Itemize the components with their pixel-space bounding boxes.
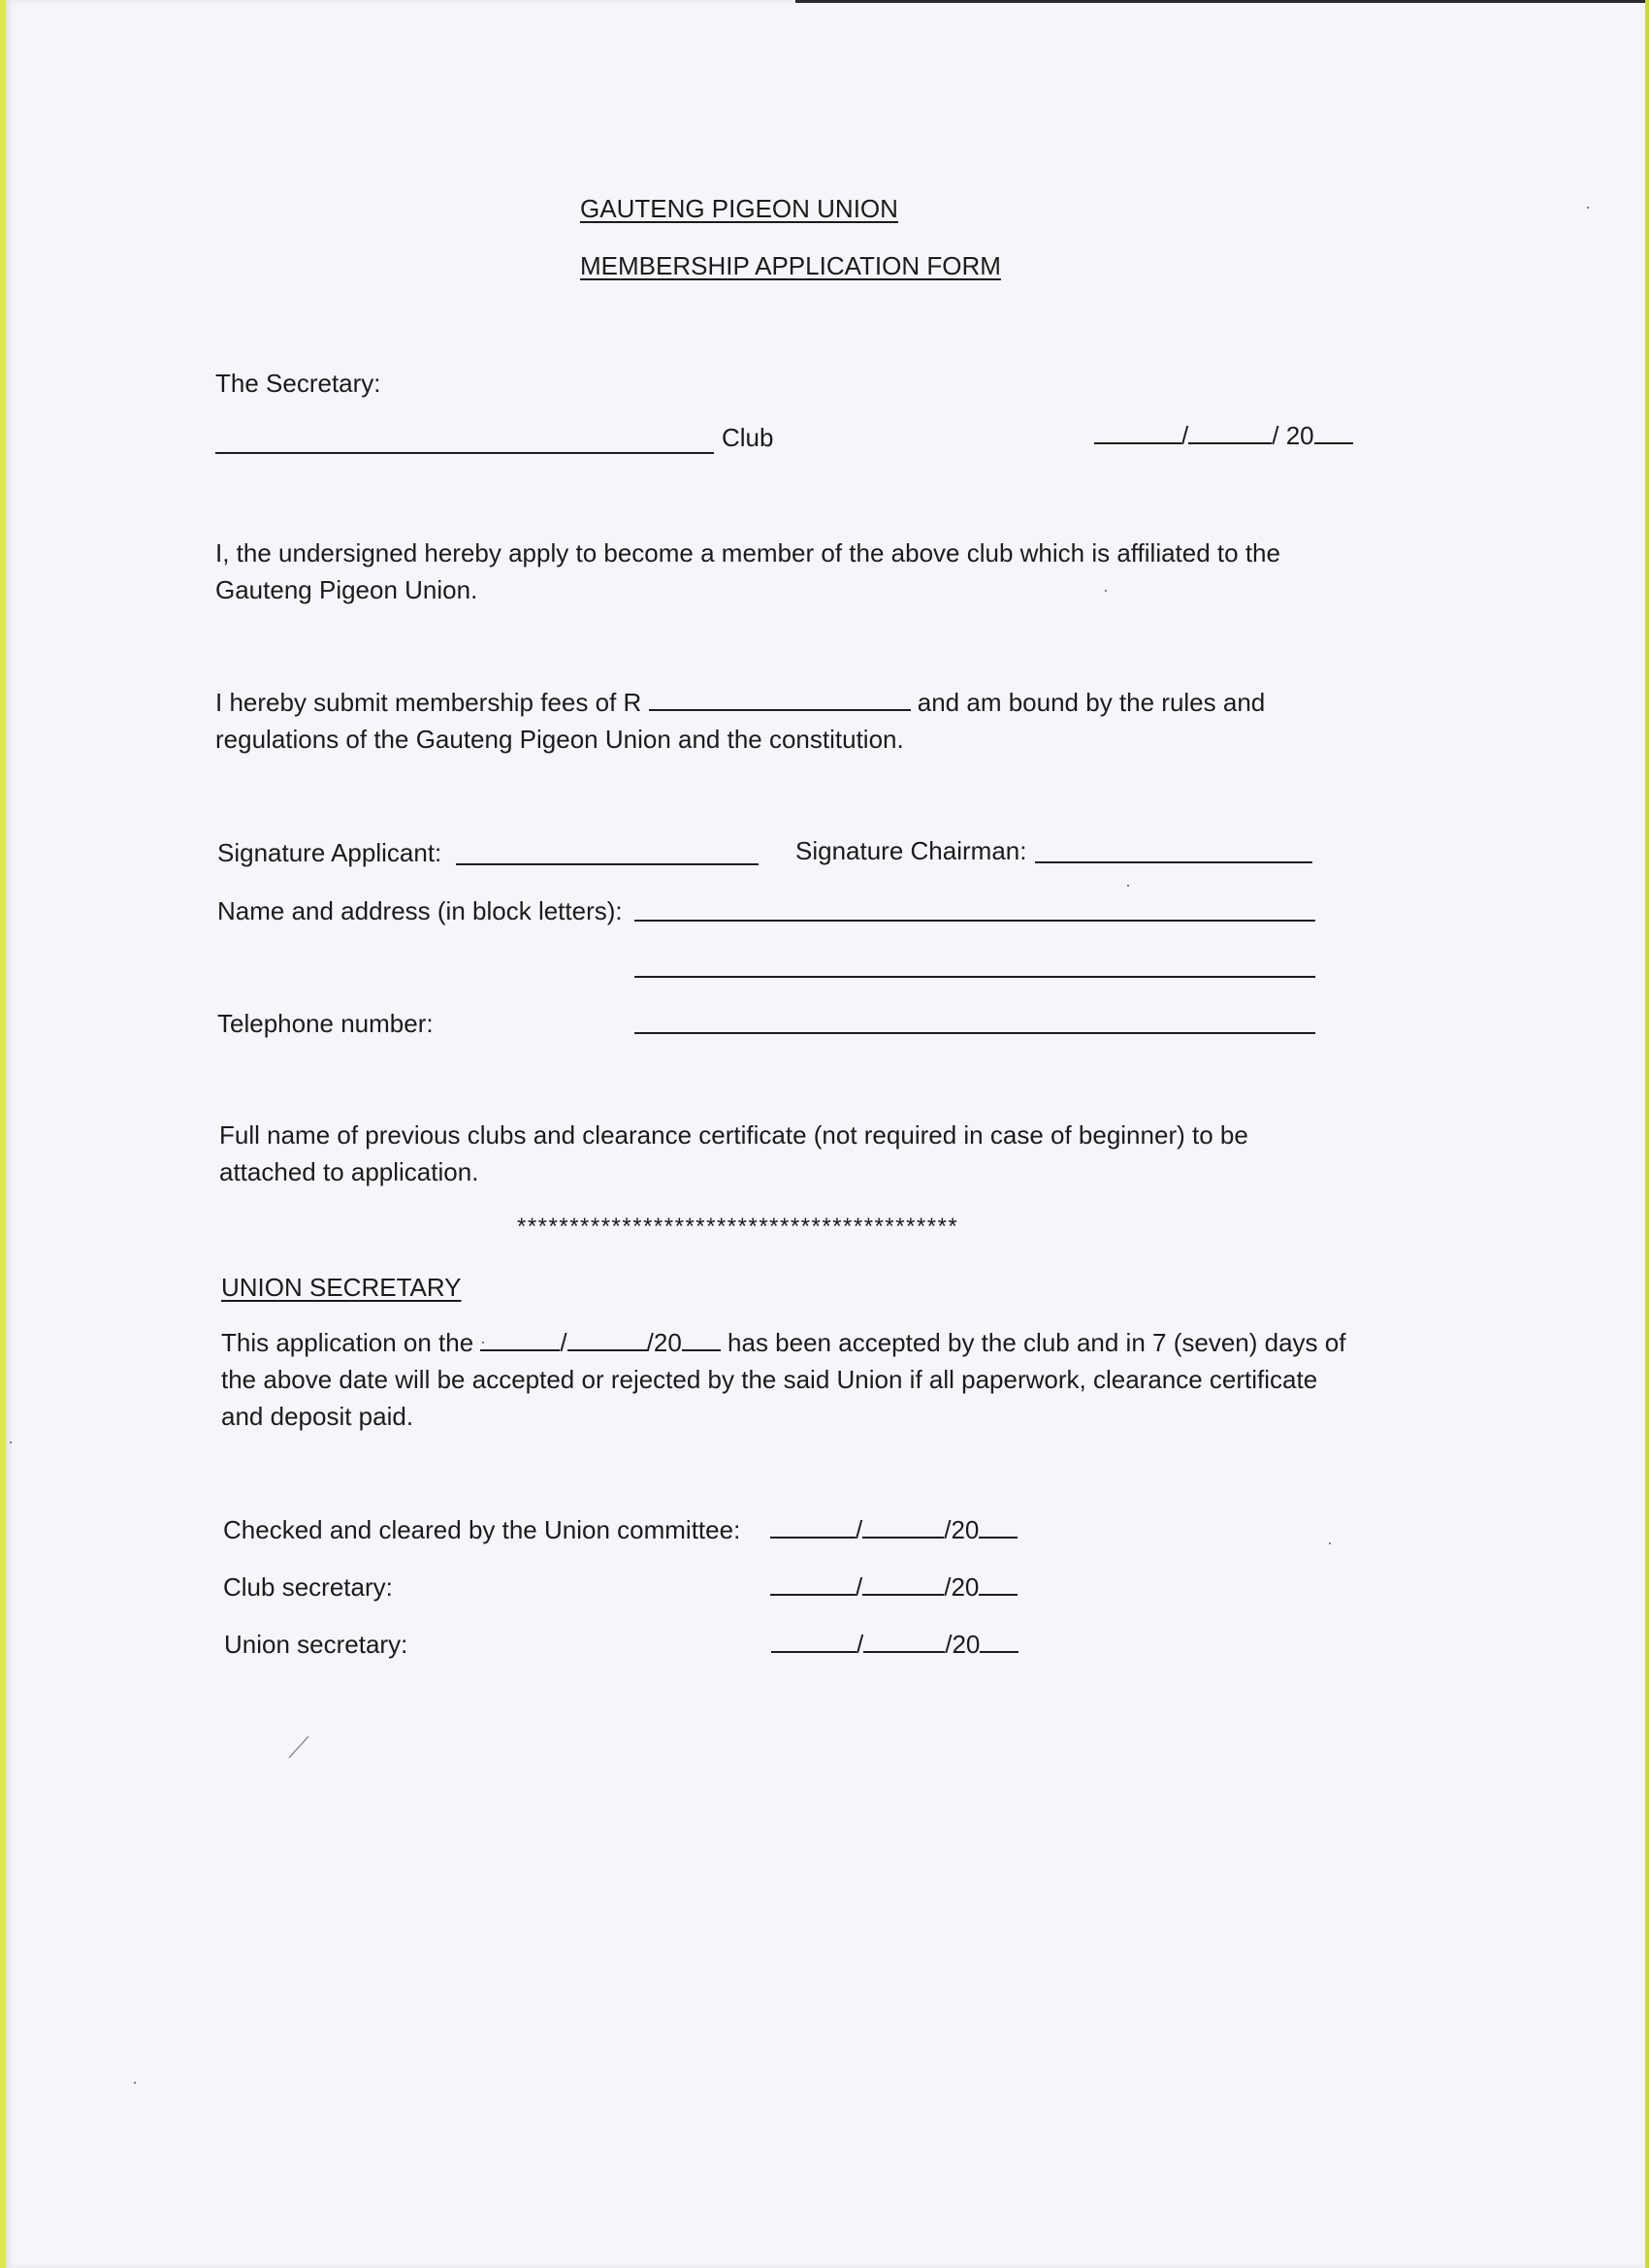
approval-union-secretary-label: Union secretary: bbox=[224, 1630, 408, 1659]
approval-union-month-blank[interactable] bbox=[863, 1628, 945, 1653]
name-address-label: Name and address (in block letters): bbox=[217, 896, 623, 925]
scan-speck bbox=[1329, 1542, 1331, 1544]
star-separator: ****************************************** bbox=[517, 1214, 959, 1240]
approval-committee-day-blank[interactable] bbox=[770, 1513, 856, 1539]
form-title: MEMBERSHIP APPLICATION FORM bbox=[580, 251, 1001, 280]
approval-committee-label: Checked and cleared by the Union committee: bbox=[223, 1515, 741, 1544]
fees-text-before: I hereby submit membership fees of R bbox=[215, 688, 642, 717]
signature-applicant-label: Signature Applicant: bbox=[217, 838, 442, 867]
approval-club-secretary-date[interactable] bbox=[770, 1571, 1018, 1602]
date-month-blank[interactable] bbox=[1188, 419, 1272, 444]
approval-club-slash-2: /20 bbox=[944, 1572, 980, 1602]
approval-committee-slash-2: /20 bbox=[944, 1515, 980, 1544]
date-day-blank[interactable] bbox=[1094, 419, 1181, 444]
org-title: GAUTENG PIGEON UNION bbox=[580, 194, 898, 223]
union-text-after: has been accepted by the club and in 7 (seven) days of the above date will be accepted or rejected by the said Union if all paperwork, clearance certificate and deposit paid. bbox=[221, 1328, 1346, 1431]
approval-union-slash-1: / bbox=[857, 1630, 864, 1659]
scan-speck bbox=[1127, 885, 1129, 887]
scan-speck bbox=[1105, 590, 1107, 592]
signature-chairman-blank[interactable] bbox=[1035, 861, 1312, 863]
secretary-salutation: The Secretary: bbox=[215, 369, 381, 398]
scan-speck bbox=[134, 2082, 136, 2084]
fees-paragraph bbox=[215, 684, 1379, 758]
approval-club-month-blank[interactable] bbox=[862, 1571, 944, 1596]
name-address-blank-1[interactable] bbox=[634, 920, 1315, 922]
approval-union-day-blank[interactable] bbox=[771, 1628, 857, 1653]
date-slash-1: / bbox=[1181, 421, 1189, 450]
approval-committee-date[interactable] bbox=[770, 1513, 1018, 1544]
approval-union-year-blank[interactable] bbox=[980, 1628, 1018, 1653]
telephone-label: Telephone number: bbox=[217, 1009, 434, 1038]
approval-committee-year-blank[interactable] bbox=[979, 1513, 1018, 1539]
scan-mark bbox=[287, 1733, 316, 1762]
telephone-blank[interactable] bbox=[634, 1032, 1315, 1034]
declaration-text: I, the undersigned hereby apply to become a member of the above club which is affiliated to the Gauteng Pigeon Union. bbox=[215, 538, 1280, 604]
union-year-blank[interactable] bbox=[682, 1328, 721, 1351]
application-date[interactable] bbox=[1094, 419, 1353, 450]
fees-amount-blank[interactable] bbox=[649, 688, 911, 711]
union-month-blank[interactable] bbox=[567, 1328, 647, 1351]
scan-speck bbox=[10, 1442, 12, 1443]
union-slash-2: /20 bbox=[646, 1328, 682, 1357]
approval-club-secretary-label: Club secretary: bbox=[223, 1572, 393, 1602]
date-slash-2: / bbox=[1272, 421, 1279, 450]
union-secretary-paragraph bbox=[221, 1324, 1366, 1435]
union-secretary-heading: UNION SECRETARY bbox=[221, 1273, 462, 1302]
approval-committee-month-blank[interactable] bbox=[862, 1513, 944, 1539]
approval-club-year-blank[interactable] bbox=[979, 1571, 1018, 1596]
union-slash-1: / bbox=[560, 1328, 567, 1357]
name-address-blank-2[interactable] bbox=[634, 976, 1315, 978]
approval-union-secretary-date[interactable] bbox=[771, 1628, 1018, 1659]
club-label: Club bbox=[722, 423, 774, 452]
fees-text-after: and am bound by the rules and regulations of the Gauteng Pigeon Union and the constitution. bbox=[215, 688, 1266, 754]
date-year-prefix: 20 bbox=[1285, 421, 1314, 450]
scan-speck bbox=[482, 1342, 484, 1344]
date-year-blank[interactable] bbox=[1314, 419, 1353, 444]
scan-edge-right bbox=[1645, 0, 1649, 2268]
approval-club-day-blank[interactable] bbox=[770, 1571, 856, 1596]
scan-edge-top bbox=[795, 0, 1649, 3]
union-day-blank[interactable] bbox=[480, 1328, 560, 1351]
signature-applicant-blank[interactable] bbox=[456, 863, 759, 865]
union-text-before: This application on the bbox=[221, 1328, 474, 1357]
approval-committee-slash-1: / bbox=[856, 1515, 863, 1544]
scan-speck bbox=[1587, 207, 1589, 209]
signature-chairman-label: Signature Chairman: bbox=[795, 836, 1027, 865]
club-name-blank[interactable] bbox=[215, 452, 714, 454]
previous-clubs-text: Full name of previous clubs and clearance certificate (not required in case of beginner) to be attached to application. bbox=[219, 1120, 1248, 1186]
approval-club-slash-1: / bbox=[856, 1572, 863, 1602]
approval-union-slash-2: /20 bbox=[945, 1630, 981, 1659]
